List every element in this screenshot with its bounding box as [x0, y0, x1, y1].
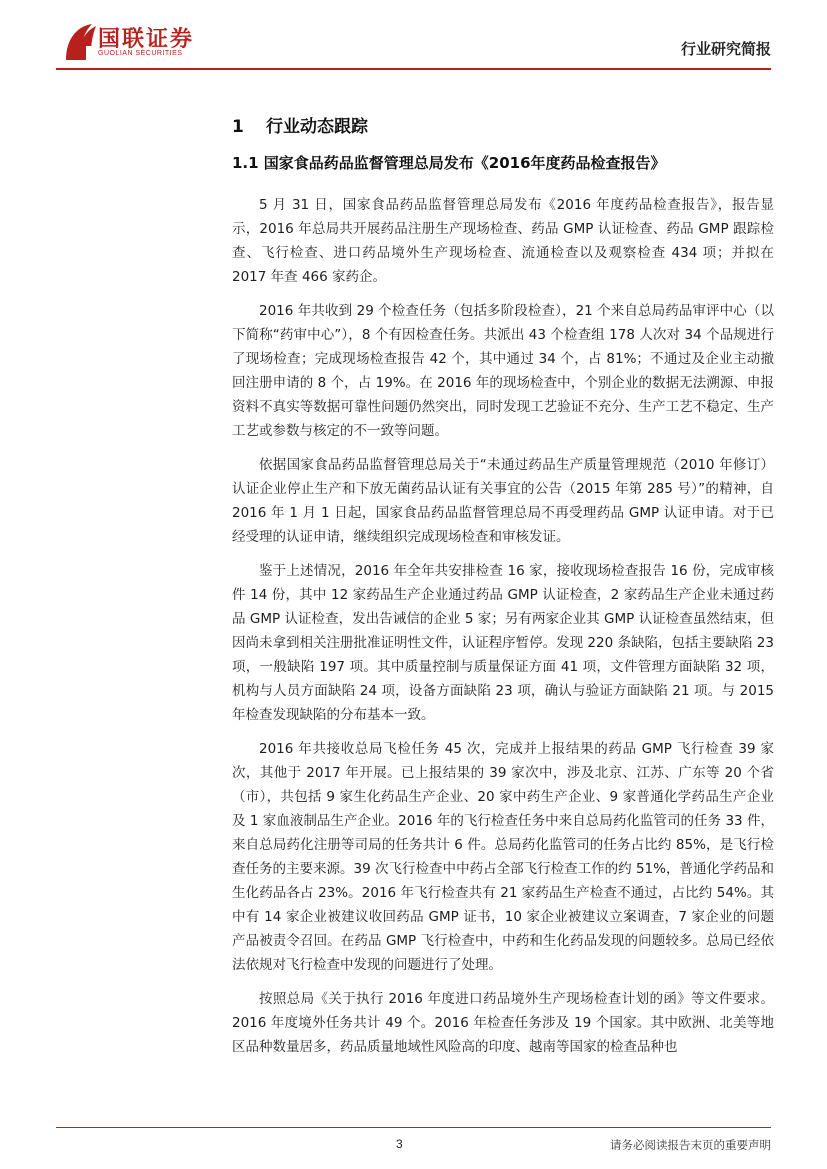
page-header — [0, 0, 827, 72]
brand-subtitle: GUOLIAN SECURITIES — [98, 50, 183, 57]
section-number: 1 — [232, 117, 244, 137]
section-title-text: 行业动态跟踪 — [266, 117, 368, 137]
section-title — [232, 112, 368, 137]
footer-disclaimer: 请务必阅读报告末页的重要声明 — [610, 1138, 771, 1152]
body-content — [232, 193, 774, 1069]
paragraph-5: 2016 年共接收总局飞检任务 45 次，完成并上报结果的药品 GMP 飞行检查 39 家次，其他于 2017 年开展。已上报结果的 39 家次中，涉及北京、江苏、广东等 20 个省（市），共包括 9 家生化药品生产企业、20 家中药生产企业、9 家普通化学药品生产企业及 1 家血液制品生产企业。2016 年的飞行检查任务中来自总局药化监管司的任务 33 件，来自总局药化注册等司局的任务共计 6 件。总局药化监管司的任务占比约 85%，是飞行检查任务的主要来源。39 次飞行检查中中药占全部飞行检查工作的约 51%，普通化学药品和生化药品各占 23%。2016 年飞行检查共有 21 家药品生产检查不通过，占比约 54%。其中有 14 家企业被建议收回药品 GMP 证书，10 家企业被建议立案调查，7 家企业的问题产品被责令召回。在药品 GMP 飞行检查中，中药和生化药品发现的问题较多。总局已经依法依规对飞行检查中发现的问题进行了处理。 — [232, 741, 774, 973]
footer-divider — [56, 1127, 771, 1128]
report-type: 行业研究简报 — [680, 40, 771, 58]
subsection-title: 1.1 国家食品药品监督管理总局发布《2016年度药品检查报告》 — [232, 154, 666, 172]
page-number: 3 — [396, 1137, 403, 1151]
paragraph-1: 5 月 31 日，国家食品药品监督管理总局发布《2016 年度药品检查报告》，报告显示，2016 年总局共开展药品注册生产现场检查、药品 GMP 认证检查、药品 GMP 跟踪检查、飞行检查、进口药品境外生产现场检查、流通检查以及观察检查 434 项；并拟在 2017 年查 466 家药企。 — [232, 197, 774, 285]
paragraph-3: 依据国家食品药品监督管理总局关于“未通过药品生产质量管理规范（2010 年修订）认证企业停止生产和下放无菌药品认证有关事宜的公告（2015 年第 285 号）”的精神，自 2016 年 1 月 1 日起，国家食品药品监督管理总局不再受理药品 GMP 认证申请。对于已经受理的认证申请，继续组织完成现场检查和审核发证。 — [232, 457, 774, 545]
header-divider — [56, 68, 771, 70]
paragraph-4: 鉴于上述情况，2016 年全年共安排检查 16 家，接收现场检查报告 16 份，完成审核件 14 份，其中 12 家药品生产企业通过药品 GMP 认证检查，2 家药品生产企业未通过药品 GMP 认证检查，发出告诫信的企业 5 家；另有两家企业其 GMP 认证检查虽然结束，但因尚未拿到相关注册批准证明性文件，认证程序暂停。发现 220 条缺陷，包括主要缺陷 23 项，一般缺陷 197 项。其中质量控制与质量保证方面 41 项，文件管理方面缺陷 32 项，机构与人员方面缺陷 24 项，设备方面缺陷 23 项，确认与验证方面缺陷 21 项。与 2015 年检查发现缺陷的分布基本一致。 — [232, 563, 774, 723]
brand-name: 国联证券 — [98, 27, 195, 52]
paragraph-6: 按照总局《关于执行 2016 年度进口药品境外生产现场检查计划的函》等文件要求。2016 年度境外任务共计 49 个。2016 年检查任务涉及 19 个国家。其中欧洲、北美等地区品种数量居多，药品质量地域性风险高的印度、越南等国家的检查品种也 — [232, 991, 774, 1055]
paragraph-2: 2016 年共收到 29 个检查任务（包括多阶段检查），21 个来自总局药品审评中心（以下简称“药审中心”），8 个有因检查任务。共派出 43 个检查组 178 人次对 34 个品规进行了现场检查；完成现场检查报告 42 个，其中通过 34 个，占 81%；不通过及企业主动撤回注册申请的 8 个，占 19%。在 2016 年的现场检查中，个别企业的数据无法溯源、申报资料不真实等数据可靠性问题仍然突出，同时发现工艺验证不充分、生产工艺不稳定、生产工艺或参数与核定的不一致等问题。 — [232, 303, 774, 439]
